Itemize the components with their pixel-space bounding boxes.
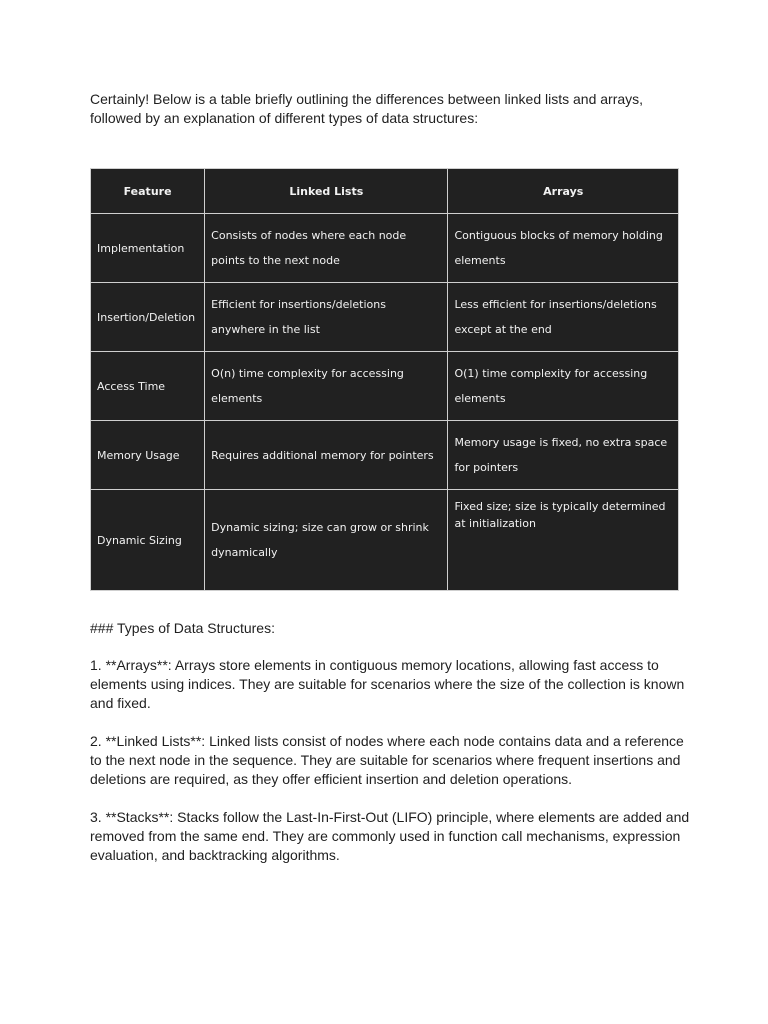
comparison-table: [90, 168, 679, 591]
table-header-row: [91, 169, 679, 214]
table-cell-arrays: O(1) time complexity for accessing elements: [448, 352, 679, 421]
list-item-linked-lists: 2. **Linked Lists**: Linked lists consist of nodes where each node contains data and a reference to the next node in the sequence. They are suitable for scenarios where frequent insertions and deletions are required, as they offer efficient insertion and deletion operations.: [90, 733, 684, 787]
table-cell-arrays: Less efficient for insertions/deletions except at the end: [448, 283, 679, 352]
list-item-arrays: 1. **Arrays**: Arrays store elements in contiguous memory locations, allowing fast access to elements using indices. They are suitable for scenarios where the size of the collection is known and fixed.: [90, 657, 685, 711]
table-cell-arrays: Memory usage is fixed, no extra space for pointers: [448, 421, 679, 490]
table-row: [91, 421, 679, 490]
intro-paragraph: Certainly! Below is a table briefly outlining the differences between linked lists and arrays, followed by an explanation of different types of data structures:: [90, 91, 644, 126]
table-header-arrays: Arrays: [448, 169, 679, 214]
comparison-table-container: [90, 168, 679, 591]
table-cell-feature: Dynamic Sizing: [91, 490, 205, 591]
table-cell-linked-lists: Consists of nodes where each node points to the next node: [205, 214, 448, 283]
table-cell-linked-lists: Dynamic sizing; size can grow or shrink dynamically: [205, 490, 448, 591]
table-header-feature: Feature: [91, 169, 205, 214]
table-cell-feature: Implementation: [91, 214, 205, 283]
table-row: [91, 283, 679, 352]
table-cell-linked-lists: O(n) time complexity for accessing elements: [205, 352, 448, 421]
table-header-linked-lists: Linked Lists: [205, 169, 448, 214]
types-heading: ### Types of Data Structures:: [90, 620, 275, 636]
table-cell-feature: Access Time: [91, 352, 205, 421]
table-cell-feature: Insertion/Deletion: [91, 283, 205, 352]
table-cell-arrays: Contiguous blocks of memory holding elements: [448, 214, 679, 283]
list-item-stacks: 3. **Stacks**: Stacks follow the Last-In-First-Out (LIFO) principle, where elements are added and removed from the same end. They are commonly used in function call mechanisms, expression evaluation, and backtracking algorithms.: [90, 809, 690, 863]
table-cell-feature: Memory Usage: [91, 421, 205, 490]
table-cell-arrays: Fixed size; size is typically determined at initialization: [448, 490, 679, 591]
table-row: [91, 214, 679, 283]
table-row: [91, 490, 679, 591]
table-cell-linked-lists: Efficient for insertions/deletions anywhere in the list: [205, 283, 448, 352]
table-row: [91, 352, 679, 421]
table-cell-linked-lists: Requires additional memory for pointers: [205, 421, 448, 490]
